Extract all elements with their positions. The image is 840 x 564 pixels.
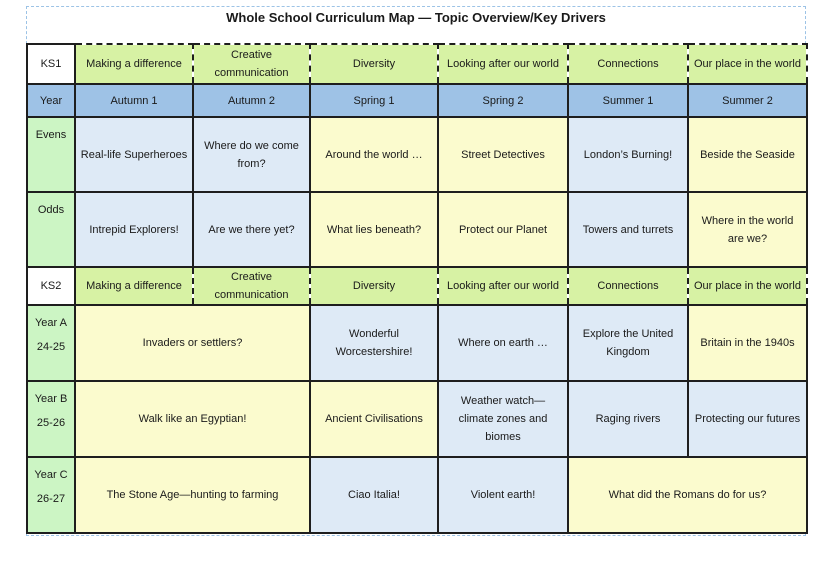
row-label-year: Year A xyxy=(34,317,67,329)
row-label-year: Year B xyxy=(34,393,68,405)
topic-cell: Wonderful Worcestershire! xyxy=(310,305,438,381)
driver-cell: Looking after our world xyxy=(438,267,568,305)
curriculum-table xyxy=(26,43,808,534)
row-label: Odds xyxy=(27,192,75,267)
topic-cell: Are we there yet? xyxy=(193,192,310,267)
row-label-range: 24-25 xyxy=(36,341,66,353)
year-label: Year xyxy=(27,84,75,117)
topic-cell: The Stone Age—hunting to farming xyxy=(75,457,310,533)
topic-cell: Where on earth … xyxy=(438,305,568,381)
topic-cell: Ciao Italia! xyxy=(310,457,438,533)
row-label xyxy=(27,457,75,533)
driver-cell: Diversity xyxy=(310,267,438,305)
topic-cell: Where in the world are we? xyxy=(688,192,807,267)
term-cell: Summer 2 xyxy=(688,84,807,117)
term-cell: Summer 1 xyxy=(568,84,688,117)
topic-cell: Explore the United Kingdom xyxy=(568,305,688,381)
row-label-year: Year C xyxy=(34,469,68,481)
topic-cell: Walk like an Egyptian! xyxy=(75,381,310,457)
term-row xyxy=(27,84,807,117)
row-label-range: 25-26 xyxy=(36,417,66,429)
driver-cell: Creative communication xyxy=(193,44,310,84)
term-cell: Spring 2 xyxy=(438,84,568,117)
driver-cell: Diversity xyxy=(310,44,438,84)
topic-cell: Towers and turrets xyxy=(568,192,688,267)
term-cell: Autumn 1 xyxy=(75,84,193,117)
row-label-range: 26-27 xyxy=(36,493,66,505)
topic-cell: Street Detectives xyxy=(438,117,568,192)
topic-cell: What did the Romans do for us? xyxy=(568,457,807,533)
driver-cell: Making a difference xyxy=(75,44,193,84)
topic-cell: Protecting our futures xyxy=(688,381,807,457)
topic-cell: Where do we come from? xyxy=(193,117,310,192)
topic-cell: Britain in the 1940s xyxy=(688,305,807,381)
term-cell: Autumn 2 xyxy=(193,84,310,117)
topic-cell: Invaders or settlers? xyxy=(75,305,310,381)
topic-cell: Around the world … xyxy=(310,117,438,192)
row-label xyxy=(27,305,75,381)
ks2-row-year-a xyxy=(27,305,807,381)
ks2-row-year-c xyxy=(27,457,807,533)
topic-cell: Intrepid Explorers! xyxy=(75,192,193,267)
driver-cell: Looking after our world xyxy=(438,44,568,84)
driver-cell: Connections xyxy=(568,267,688,305)
topic-cell: Violent earth! xyxy=(438,457,568,533)
row-label xyxy=(27,381,75,457)
ks2-row-year-b xyxy=(27,381,807,457)
driver-cell: Creative communication xyxy=(193,267,310,305)
topic-cell: What lies beneath? xyxy=(310,192,438,267)
ks2-label: KS2 xyxy=(27,267,75,305)
topic-cell: Beside the Seaside xyxy=(688,117,807,192)
topic-cell: London’s Burning! xyxy=(568,117,688,192)
row-label: Evens xyxy=(27,117,75,192)
topic-cell: Raging rivers xyxy=(568,381,688,457)
driver-cell: Connections xyxy=(568,44,688,84)
topic-cell: Weather watch— climate zones and biomes xyxy=(438,381,568,457)
ks1-driver-row xyxy=(27,44,807,84)
ks1-label: KS1 xyxy=(27,44,75,84)
driver-cell: Making a difference xyxy=(75,267,193,305)
page-title: Whole School Curriculum Map — Topic Overview/Key Drivers xyxy=(226,10,606,25)
ks1-row-evens xyxy=(27,117,807,192)
ks2-driver-row xyxy=(27,267,807,305)
topic-cell: Protect our Planet xyxy=(438,192,568,267)
topic-cell: Ancient Civilisations xyxy=(310,381,438,457)
ks1-row-odds xyxy=(27,192,807,267)
driver-cell: Our place in the world xyxy=(688,267,807,305)
driver-cell: Our place in the world xyxy=(688,44,807,84)
topic-cell: Real-life Superheroes xyxy=(75,117,193,192)
term-cell: Spring 1 xyxy=(310,84,438,117)
